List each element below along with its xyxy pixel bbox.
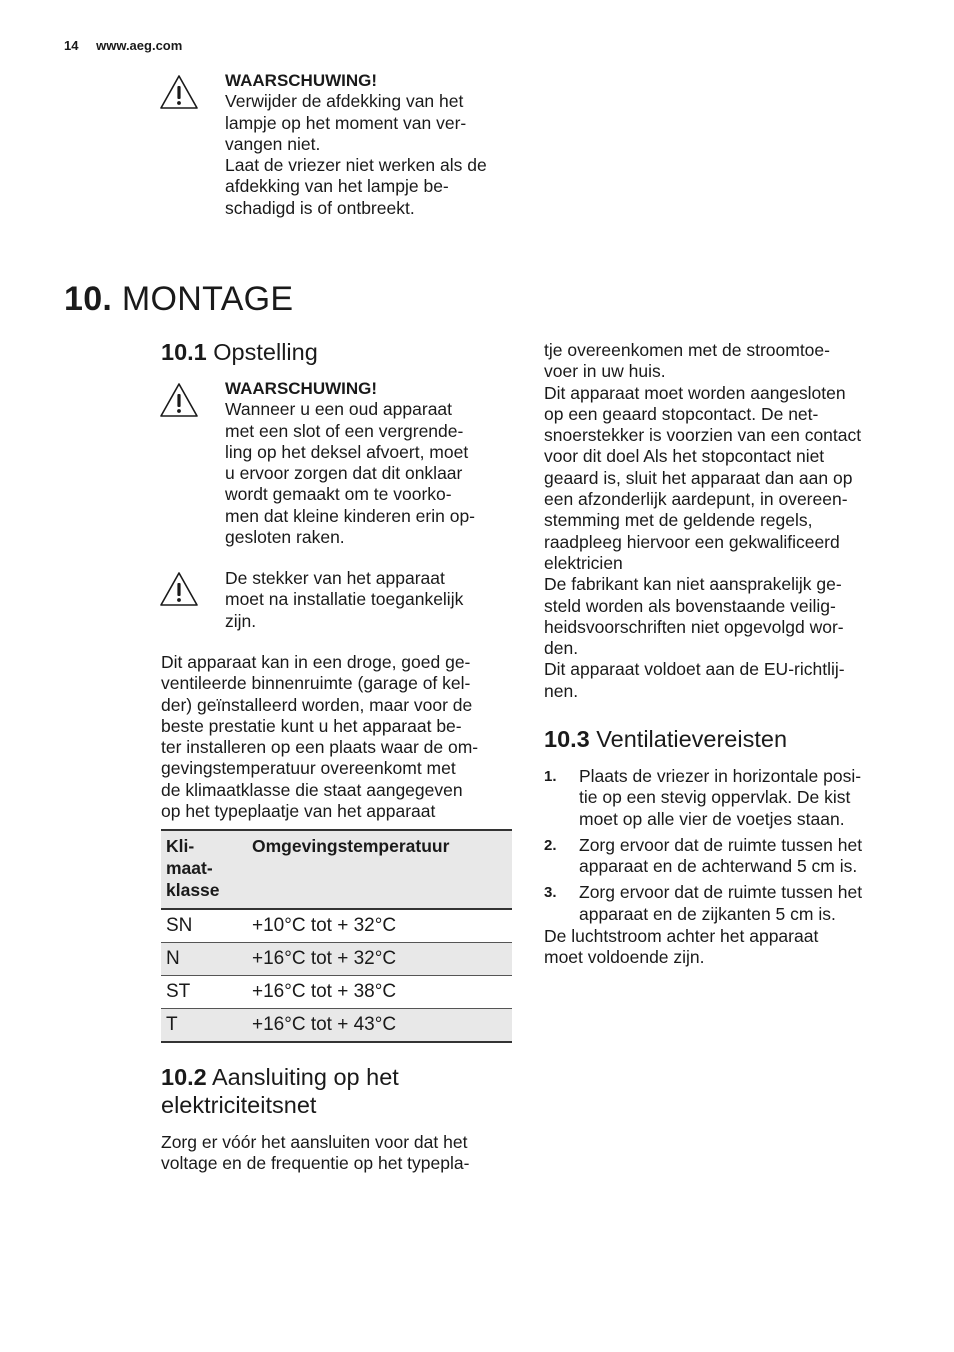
body-line: raadpleeg hiervoor een gekwalificeerd bbox=[544, 531, 840, 552]
table-row bbox=[161, 909, 512, 943]
warning-line: Wanneer u een oud apparaat bbox=[225, 399, 453, 420]
warning-line: met een slot of een vergrende- bbox=[225, 420, 464, 441]
body-line: stemming met de geldende regels, bbox=[544, 510, 813, 531]
list-item bbox=[544, 882, 904, 925]
warning-triangle-icon bbox=[159, 382, 199, 418]
body-line: beste prestatie kunt u het apparaat be- bbox=[161, 715, 462, 736]
caution-line: De stekker van het apparaat bbox=[225, 568, 445, 588]
temperature-cell: +16°C tot + 32°C bbox=[247, 943, 512, 976]
table-row bbox=[161, 1009, 512, 1043]
body-line: steld worden als bovenstaande veilig- bbox=[544, 595, 836, 616]
section-heading-10-3 bbox=[544, 725, 787, 753]
section-number: 10.2 bbox=[161, 1064, 207, 1090]
step-line: Zorg ervoor dat de ruimte tussen het bbox=[579, 882, 863, 903]
section-10-3-footer bbox=[544, 926, 904, 969]
step-line: Plaats de vriezer in horizontale posi- bbox=[579, 766, 862, 786]
list-item bbox=[544, 835, 904, 878]
climate-class-cell: T bbox=[161, 1009, 247, 1043]
table-row bbox=[161, 976, 512, 1009]
caution-triangle-icon bbox=[159, 571, 199, 607]
body-line: De luchtstroom achter het apparaat bbox=[544, 926, 819, 946]
table-row bbox=[161, 943, 512, 976]
section-title: Ventilatievereisten bbox=[596, 726, 788, 752]
warning-line: Verwijder de afdekking van het bbox=[225, 91, 464, 112]
section-10-1-warning bbox=[225, 378, 520, 548]
warning-line: vangen niet. bbox=[225, 133, 321, 154]
warning-triangle-icon bbox=[159, 74, 199, 110]
climate-class-cell: N bbox=[161, 943, 247, 976]
warning-line: u ervoor zorgen dat dit onklaar bbox=[225, 463, 463, 484]
body-line: voer in uw huis. bbox=[544, 361, 666, 382]
header-text: maat- bbox=[166, 858, 213, 878]
table-header-row bbox=[161, 830, 512, 909]
climate-class-table bbox=[161, 829, 512, 1043]
warning-line: Laat de vriezer niet werken als de bbox=[225, 155, 487, 176]
body-line: der) geïnstalleerd worden, maar voor de bbox=[161, 694, 473, 715]
header-text: klasse bbox=[166, 880, 220, 900]
warning-line: gesloten raken. bbox=[225, 527, 345, 548]
warning-line: men dat kleine kinderen erin op- bbox=[225, 505, 476, 526]
step-line: apparaat en de zijkanten 5 cm is. bbox=[579, 903, 836, 924]
chapter-number: 10. bbox=[64, 280, 113, 318]
section-number: 10.3 bbox=[544, 726, 590, 752]
header-climate-class bbox=[161, 830, 247, 909]
warning-line: lampje op het moment van ver- bbox=[225, 112, 467, 133]
body-line: op het typeplaatje van het apparaat bbox=[161, 801, 436, 822]
body-line: voltage en de frequentie op het typepla- bbox=[161, 1153, 470, 1174]
ventilation-steps-list bbox=[544, 766, 904, 930]
body-line: Dit apparaat voldoet aan de EU-richtlij- bbox=[544, 659, 845, 680]
section-10-1-caution bbox=[225, 568, 520, 632]
step-number: 3. bbox=[544, 884, 557, 902]
warning-title: WAARSCHUWING! bbox=[225, 379, 378, 398]
section-10-1-body bbox=[161, 652, 521, 822]
step-number: 1. bbox=[544, 768, 557, 785]
body-line: elektricien bbox=[544, 552, 623, 573]
body-line: op een geaard stopcontact. De net- bbox=[544, 403, 819, 424]
warning-line: schadigd is of ontbreekt. bbox=[225, 197, 415, 218]
warning-line: wordt gemaakt om te voorko- bbox=[225, 484, 452, 505]
section-heading-10-2 bbox=[161, 1063, 521, 1119]
temperature-cell: +16°C tot + 43°C bbox=[247, 1009, 512, 1043]
climate-class-cell: ST bbox=[161, 976, 247, 1009]
step-line: apparaat en de achterwand 5 cm is. bbox=[579, 856, 858, 877]
body-line: Dit apparaat moet worden aangesloten bbox=[544, 382, 846, 403]
header-text: Kli- bbox=[166, 836, 195, 856]
temperature-cell: +16°C tot + 38°C bbox=[247, 976, 512, 1009]
page-number: 14 bbox=[64, 38, 79, 53]
section-number: 10.1 bbox=[161, 339, 207, 365]
body-line: snoerstekker is voorzien van een contact bbox=[544, 425, 862, 446]
body-line: den. bbox=[544, 638, 579, 659]
body-line: De fabrikant kan niet aansprakelijk ge- bbox=[544, 574, 842, 595]
body-line: Dit apparaat kan in een droge, goed ge- bbox=[161, 652, 471, 672]
body-line: voor dit doel Als het stopcontact niet bbox=[544, 446, 825, 467]
chapter-name: MONTAGE bbox=[121, 280, 294, 318]
section-title: elektriciteitsnet bbox=[161, 1092, 317, 1118]
header-ambient-temperature: Omgevingstemperatuur bbox=[247, 830, 512, 909]
body-line: een afzonderlijk aardepunt, in overeen- bbox=[544, 489, 848, 510]
temperature-cell: +10°C tot + 32°C bbox=[247, 909, 512, 943]
website-url: www.aeg.com bbox=[96, 38, 183, 53]
body-line: ter installeren op een plaats waar de om- bbox=[161, 737, 479, 758]
warning-line: afdekking van het lampje be- bbox=[225, 176, 449, 197]
body-line: tje overeenkomen met de stroomtoe- bbox=[544, 340, 830, 360]
page-header bbox=[64, 38, 182, 53]
caution-line: moet na installatie toegankelijk bbox=[225, 589, 464, 610]
body-line: Zorg er vóór het aansluiten voor dat het bbox=[161, 1132, 468, 1152]
warning-title: WAARSCHUWING! bbox=[225, 71, 378, 90]
section-10-2-body-right bbox=[544, 340, 904, 702]
body-line: gevingstemperatuur overeenkomt met bbox=[161, 758, 456, 779]
section-title: Opstelling bbox=[213, 339, 318, 365]
step-number: 2. bbox=[544, 836, 557, 854]
step-line: tie op een stevig oppervlak. De kist bbox=[579, 787, 851, 808]
chapter-title bbox=[64, 280, 293, 319]
climate-class-cell: SN bbox=[161, 909, 247, 943]
body-line: nen. bbox=[544, 680, 579, 701]
list-item bbox=[544, 766, 904, 830]
body-line: moet voldoende zijn. bbox=[544, 947, 705, 968]
body-line: ventileerde binnenruimte (garage of kel- bbox=[161, 673, 471, 694]
section-heading-10-1 bbox=[161, 338, 318, 366]
body-line: de klimaatklasse die staat aangegeven bbox=[161, 779, 463, 800]
step-line: moet op alle vier de voetjes staan. bbox=[579, 808, 845, 829]
top-warning bbox=[225, 70, 520, 219]
step-line: Zorg ervoor dat de ruimte tussen het bbox=[579, 834, 863, 855]
section-title: Aansluiting op het bbox=[211, 1064, 399, 1090]
body-line: geaard is, sluit het apparaat dan aan op bbox=[544, 467, 853, 488]
caution-line: zijn. bbox=[225, 610, 257, 631]
section-10-2-body-left bbox=[161, 1132, 521, 1175]
warning-line: ling op het deksel afvoert, moet bbox=[225, 441, 469, 462]
body-line: heidsvoorschriften niet opgevolgd wor- bbox=[544, 616, 844, 637]
